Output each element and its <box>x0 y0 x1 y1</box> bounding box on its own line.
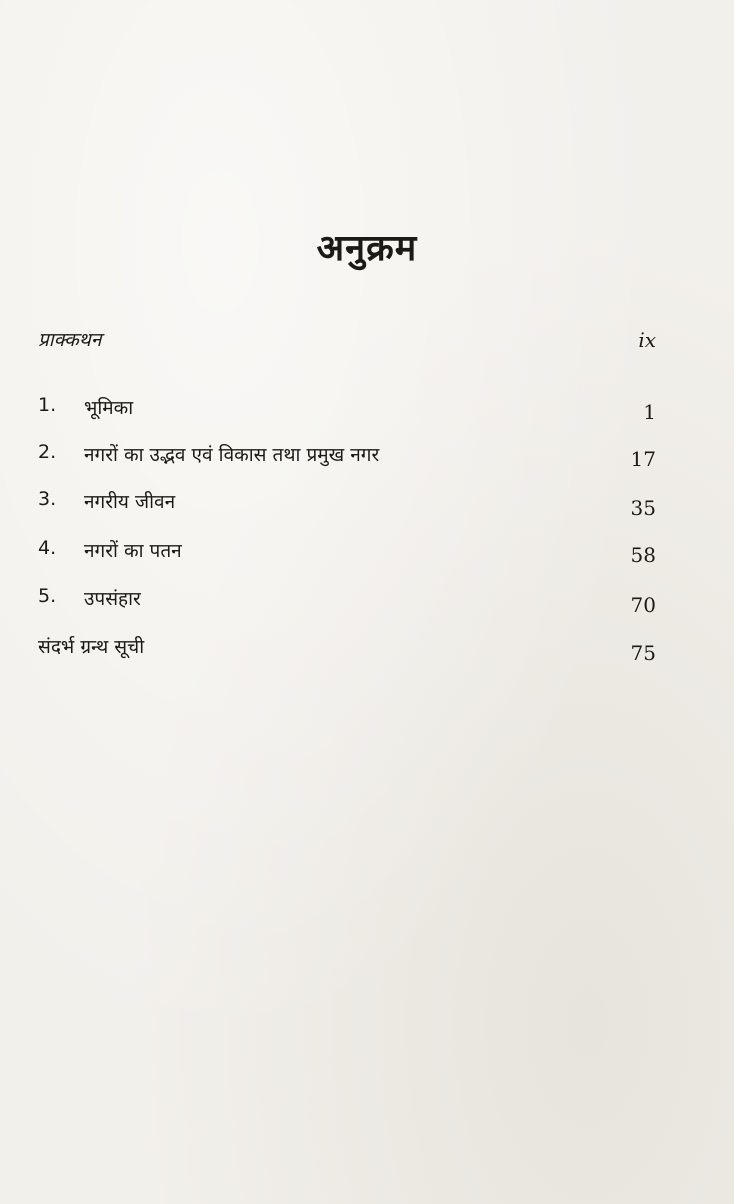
toc-entry-page: 58 <box>630 543 656 567</box>
toc-entry-label: नगरीय जीवन <box>84 491 176 513</box>
toc-entry-number: 5. <box>38 585 57 607</box>
toc-entry-number: 4. <box>38 537 57 559</box>
toc-entry-label: नगरों का उद्भव एवं विकास तथा प्रमुख नगर <box>84 444 380 466</box>
toc-entry-label: उपसंहार <box>84 588 141 610</box>
toc-entry-page: ix <box>638 328 656 352</box>
toc-entry-label: प्राक्कथन <box>38 329 102 351</box>
toc-entry-number: 2. <box>38 441 57 463</box>
toc-entry-page: 70 <box>630 593 656 617</box>
toc-entry-number: 3. <box>38 488 57 510</box>
toc-entry-page: 35 <box>630 496 656 520</box>
toc-entry-label: भूमिका <box>84 397 134 419</box>
toc-entry-page: 1 <box>643 400 656 424</box>
toc-entry-number: 1. <box>38 394 57 416</box>
contents-title: अनुक्रम <box>316 228 418 269</box>
toc-entry-label: संदर्भ ग्रन्थ सूची <box>38 636 145 658</box>
toc-entry-label: नगरों का पतन <box>84 540 182 562</box>
toc-entry-page: 17 <box>630 447 656 471</box>
toc-entry-page: 75 <box>630 641 656 665</box>
